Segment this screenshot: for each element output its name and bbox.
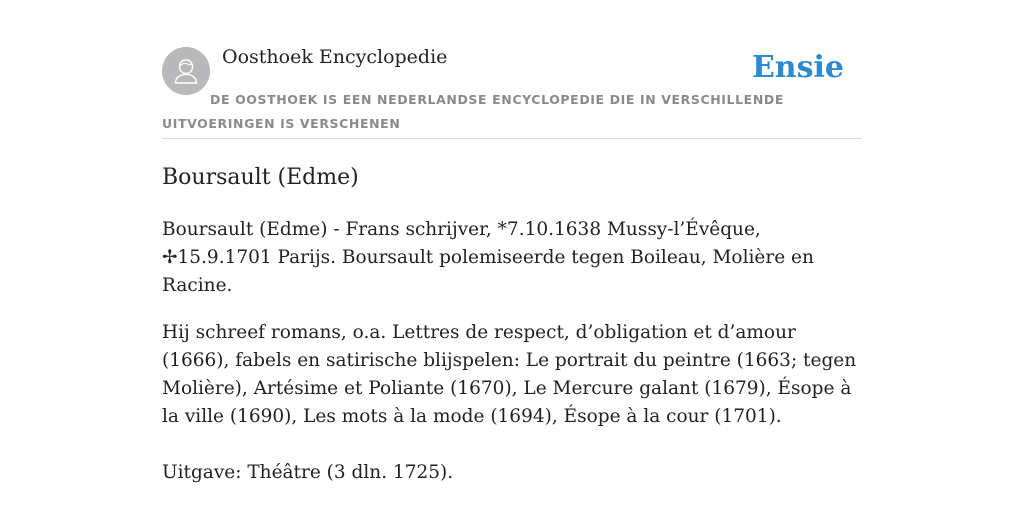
article-paragraph: Uitgave: Théâtre (3 dln. 1725). — [162, 462, 454, 483]
ensie-logo[interactable]: Ensie — [751, 50, 844, 85]
source-title[interactable]: Oosthoek Encyclopedie — [222, 46, 448, 68]
source-description: DE OOSTHOEK IS EEN NEDERLANDSE ENCYCLOPEDIE DIE IN VERSCHILLENDE UITVOERINGEN IS VERSCHENEN — [162, 92, 784, 131]
article-content — [162, 162, 862, 487]
article-paragraph: Boursault (Edme) - Frans schrijver, *7.10.1638 Mussy-l’Évêque, ✢15.9.1701 Parijs. Boursault polemiseerde tegen Boileau, Molière en Racine. — [162, 219, 814, 296]
article-title: Boursault (Edme) — [162, 165, 359, 190]
header-divider — [162, 138, 862, 139]
source-header — [162, 40, 862, 140]
article-paragraph: Hij schreef romans, o.a. Lettres de respect, d’obligation et d’amour (1666), fabels en satirische blijspelen: Le portrait du peintre (1663; tegen Molière), Artésime et Poliante (1670), Le Mercure galant (1679), Ésope à la ville (1690), Les mots à la mode (1694), Ésope à la cour (1701). — [162, 322, 857, 427]
